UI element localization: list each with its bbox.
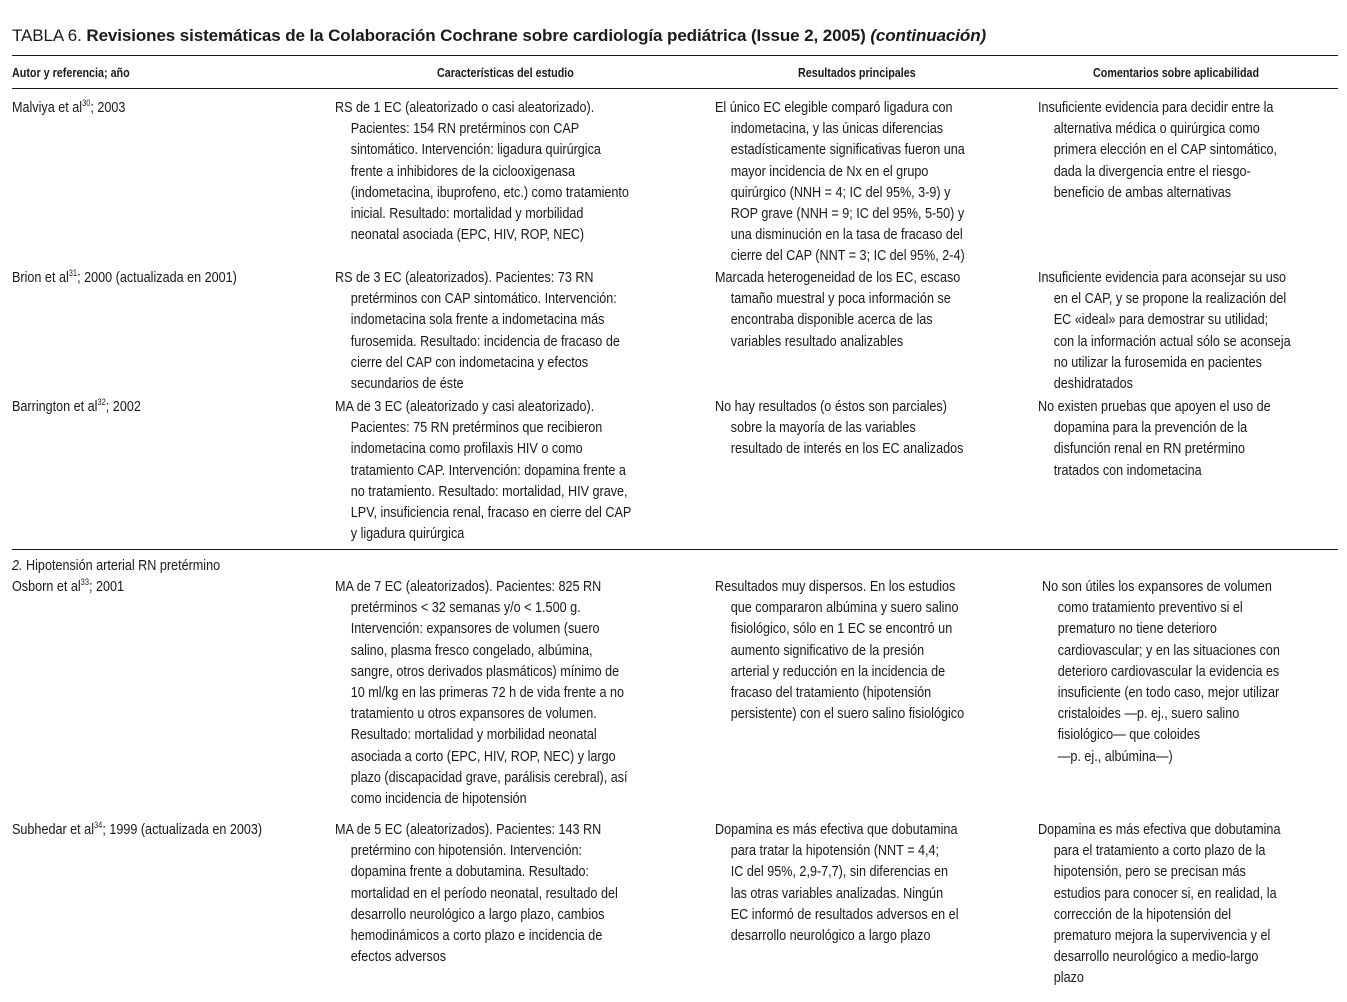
table-caption: Revisiones sistemáticas de la Colaboración Cochrane sobre cardiología pediátrica (Issue 2, 2005) <box>86 26 866 45</box>
study-line: cierre del CAP con indometacina y efectos <box>350 353 589 371</box>
comments-line: en el CAP, y se propone la realización del <box>1053 290 1287 308</box>
results-line: quirúrgico (NNH = 4; IC del 95%, 3-9) y <box>730 183 951 201</box>
author-year: ; 1999 (actualizada en 2003) <box>102 821 263 838</box>
results-cell <box>715 396 1014 460</box>
comments-line: tratados con indometacina <box>1053 461 1202 479</box>
comments-line: hipotensión, pero se precisan más <box>1053 863 1246 881</box>
comments-line: deterioro cardiovascular la evidencia es <box>1057 662 1280 680</box>
results-line: No hay resultados (o éstos son parciales) <box>715 398 947 415</box>
results-cell <box>715 819 1008 946</box>
study-line: LPV, insuficiencia renal, fracaso en cierre del CAP <box>350 504 632 522</box>
reference-number: 32 <box>97 396 106 407</box>
results-line: El único EC elegible comparó ligadura con <box>715 99 953 116</box>
author-cell <box>12 396 167 417</box>
results-line: para tratar la hipotensión (NNT = 4,4; <box>730 842 939 860</box>
study-line: Pacientes: 154 RN pretérminos con CAP <box>350 120 580 138</box>
results-line: estadísticamente significativas fueron una <box>730 141 965 159</box>
top-rule <box>12 55 1338 56</box>
author-cell <box>12 819 313 840</box>
study-line: Intervención: expansores de volumen (suero <box>350 620 600 638</box>
results-line: ROP grave (NNH = 9; IC del 95%, 5-50) y <box>730 205 965 223</box>
study-line: desarrollo neurológico a largo plazo, cambios <box>350 905 605 923</box>
study-line: mortalidad en el período neonatal, resultado del <box>350 884 618 902</box>
study-line: 10 ml/kg en las primeras 72 h de vida frente a no <box>350 684 625 702</box>
results-line: mayor incidencia de Nx en el grupo <box>730 162 929 180</box>
header-author: Autor y referencia; año <box>12 66 130 80</box>
results-line: las otras variables analizadas. Ningún <box>730 884 944 902</box>
comments-line: Insuficiente evidencia para decidir entre la <box>1038 99 1274 116</box>
comments-cell <box>1038 267 1342 394</box>
results-line: IC del 95%, 2,9-7,7), sin diferencias en <box>730 863 948 881</box>
reference-number: 30 <box>82 97 91 108</box>
comments-line: Insuficiente evidencia para aconsejar su uso <box>1038 269 1287 286</box>
comments-line: desarrollo neurológico a medio-largo <box>1053 948 1259 966</box>
results-line: Dopamina es más efectiva que dobutamina <box>715 821 958 838</box>
study-line: RS de 3 EC (aleatorizados). Pacientes: 73 RN <box>335 269 594 286</box>
study-line: (indometacina, ibuprofeno, etc.) como tratamiento <box>350 183 629 201</box>
study-line: MA de 5 EC (aleatorizados). Pacientes: 143 RN <box>335 821 602 838</box>
results-line: indometacina, y las únicas diferencias <box>730 120 944 138</box>
author-name: Subhedar et al <box>12 821 95 838</box>
study-line: plazo (discapacidad grave, parálisis cerebral), así <box>350 768 628 786</box>
results-line: arterial y reducción en la incidencia de <box>730 662 946 680</box>
study-line: Resultado: mortalidad y morbilidad neonatal <box>350 726 597 744</box>
study-line: pretérminos < 32 semanas y/o < 1.500 g. <box>350 599 581 617</box>
study-cell <box>335 396 692 544</box>
author-name: Barrington et al <box>12 398 98 415</box>
reference-number: 31 <box>68 267 78 278</box>
comments-cell <box>1038 396 1318 481</box>
table-title <box>12 26 986 46</box>
results-line: Resultados muy dispersos. En los estudios <box>715 578 956 595</box>
author-year: ; 2000 (actualizada en 2001) <box>77 269 237 286</box>
study-line: y ligadura quirúrgica <box>350 525 465 543</box>
comments-line: beneficio de ambas alternativas <box>1053 183 1232 201</box>
study-line: sangre, otros derivados plasmáticos) mínimo de <box>350 662 620 680</box>
study-line: furosemida. Resultado: incidencia de fracaso de <box>350 332 620 350</box>
comments-cell <box>1042 576 1329 767</box>
study-line: salino, plasma fresco congelado, albúmina, <box>350 641 593 659</box>
author-year: ; 2003 <box>90 99 126 116</box>
study-line: indometacina como profilaxis HIV o como <box>350 440 583 458</box>
results-line: sobre la mayoría de las variables <box>730 419 916 437</box>
comments-line: No existen pruebas que apoyen el uso de <box>1038 398 1271 415</box>
study-line: secundarios de éste <box>350 375 464 393</box>
study-line: dopamina frente a dobutamina. Resultado: <box>350 863 590 881</box>
results-line: una disminución en la tasa de fracaso del <box>730 226 963 244</box>
comments-cell <box>1038 819 1330 989</box>
author-cell <box>12 97 149 118</box>
comments-line: EC «ideal» para demostrar su utilidad; <box>1053 311 1269 329</box>
study-line: asociada a corto (EPC, HIV, ROP, NEC) y largo <box>350 747 616 765</box>
study-line: tratamiento CAP. Intervención: dopamina frente a <box>350 461 626 479</box>
study-line: efectos adversos <box>350 948 447 966</box>
study-line: pretérminos con CAP sintomático. Intervención: <box>350 290 617 308</box>
comments-line: como tratamiento preventivo si el <box>1057 599 1243 617</box>
study-line: hemodinámicos a corto plazo e incidencia de <box>350 927 603 945</box>
section-heading <box>12 555 263 576</box>
results-line: tamaño muestral y poca información se <box>730 290 951 308</box>
comments-line: prematuro no tiene deterioro <box>1057 620 1217 638</box>
header-rule <box>12 88 1338 89</box>
study-line: RS de 1 EC (aleatorizado o casi aleatorizado). <box>335 99 595 116</box>
results-line: Marcada heterogeneidad de los EC, escaso <box>715 269 961 286</box>
results-line: fracaso del tratamiento (hipotensión <box>730 684 932 702</box>
results-line: fisiológico, sólo en 1 EC se encontró un <box>730 620 953 638</box>
reference-number: 33 <box>80 576 89 587</box>
comments-line: insuficiente (en todo caso, mejor utilizar <box>1057 684 1280 702</box>
study-cell <box>335 576 687 809</box>
author-year: ; 2002 <box>105 398 141 415</box>
comments-line: primera elección en el CAP sintomático, <box>1053 141 1278 159</box>
table-number: TABLA 6. <box>12 26 82 45</box>
study-line: sintomático. Intervención: ligadura quirúrgica <box>350 141 601 159</box>
header-comments: Comentarios sobre aplicabilidad <box>1093 66 1260 80</box>
results-line: variables resultado analizables <box>730 332 904 350</box>
comments-line: corrección de la hipotensión del <box>1053 905 1232 923</box>
comments-line: alternativa médica o quirúrgica como <box>1053 120 1260 138</box>
study-line: no tratamiento. Resultado: mortalidad, HIV grave, <box>350 482 628 500</box>
comments-line: —p. ej., albúmina—) <box>1057 747 1173 765</box>
study-line: frente a inhibidores de la ciclooxigenasa <box>350 162 576 180</box>
comments-cell <box>1038 97 1326 203</box>
comments-line: dada la divergencia entre el riesgo- <box>1053 162 1251 180</box>
comments-line: Dopamina es más efectiva que dobutamina <box>1038 821 1281 838</box>
results-line: EC informó de resultados adversos en el <box>730 905 959 923</box>
study-line: Pacientes: 75 RN pretérminos que recibieron <box>350 419 603 437</box>
results-line: que compararon albúmina y suero salino <box>730 599 959 617</box>
section-rule <box>12 549 1338 550</box>
author-name: Malviya et al <box>12 99 83 116</box>
comments-line: prematuro mejora la supervivencia y el <box>1053 927 1271 945</box>
comments-line: no utilizar la furosemida en pacientes <box>1053 353 1262 371</box>
comments-line: plazo <box>1053 969 1084 987</box>
results-cell <box>715 576 1015 724</box>
author-cell <box>12 576 147 597</box>
author-year: ; 2001 <box>88 578 125 595</box>
comments-line: cristaloides —p. ej., suero salino <box>1057 705 1240 723</box>
author-name: Osborn et al <box>12 578 81 595</box>
study-cell <box>335 267 678 394</box>
study-line: como incidencia de hipotensión <box>350 790 527 808</box>
study-line: tratamiento u otros expansores de volumen. <box>350 705 597 723</box>
comments-line: dopamina para la prevención de la <box>1053 419 1248 437</box>
comments-line: cardiovascular; y en las situaciones con <box>1057 641 1280 659</box>
study-line: MA de 3 EC (aleatorizado y casi aleatorizado). <box>335 398 595 415</box>
comments-line: con la información actual sólo se aconseja <box>1053 332 1291 350</box>
results-line: aumento significativo de la presión <box>730 641 925 659</box>
results-cell <box>715 97 1016 267</box>
study-cell <box>335 819 676 967</box>
comments-line: No son útiles los expansores de volumen <box>1042 578 1272 595</box>
study-line: inicial. Resultado: mortalidad y morbilidad <box>350 205 584 223</box>
study-line: MA de 7 EC (aleatorizados). Pacientes: 825 RN <box>335 578 602 595</box>
study-line: neonatal asociada (EPC, HIV, ROP, NEC) <box>350 226 585 244</box>
study-line: pretérmino con hipotensión. Intervención: <box>350 842 583 860</box>
header-study: Características del estudio <box>437 66 574 80</box>
results-line: desarrollo neurológico a largo plazo <box>730 927 931 945</box>
results-line: encontraba disponible acerca de las <box>730 311 933 329</box>
study-cell <box>335 97 689 245</box>
results-line: persistente) con el suero salino fisiológico <box>730 705 965 723</box>
reference-number: 34 <box>94 819 103 830</box>
section-label: Hipotensión arterial RN pretérmino <box>26 557 221 574</box>
comments-line: para el tratamiento a corto plazo de la <box>1053 842 1266 860</box>
author-name: Brion et al <box>12 269 69 286</box>
author-cell <box>12 267 283 288</box>
comments-line: disfunción renal en RN pretérmino <box>1053 440 1246 458</box>
results-line: cierre del CAP (NNT = 3; IC del 95%, 2-4) <box>730 247 965 265</box>
header-results: Resultados principales <box>798 66 916 80</box>
comments-line: deshidratados <box>1053 375 1133 393</box>
section-number: 2. <box>12 557 23 574</box>
study-line: indometacina sola frente a indometacina más <box>350 311 605 329</box>
results-cell <box>715 267 1011 352</box>
comments-line: estudios para conocer si, en realidad, la <box>1053 884 1277 902</box>
results-line: resultado de interés en los EC analizados <box>730 440 964 458</box>
continuation-note: (continuación) <box>870 26 987 45</box>
comments-line: fisiológico— que coloides <box>1057 726 1201 744</box>
